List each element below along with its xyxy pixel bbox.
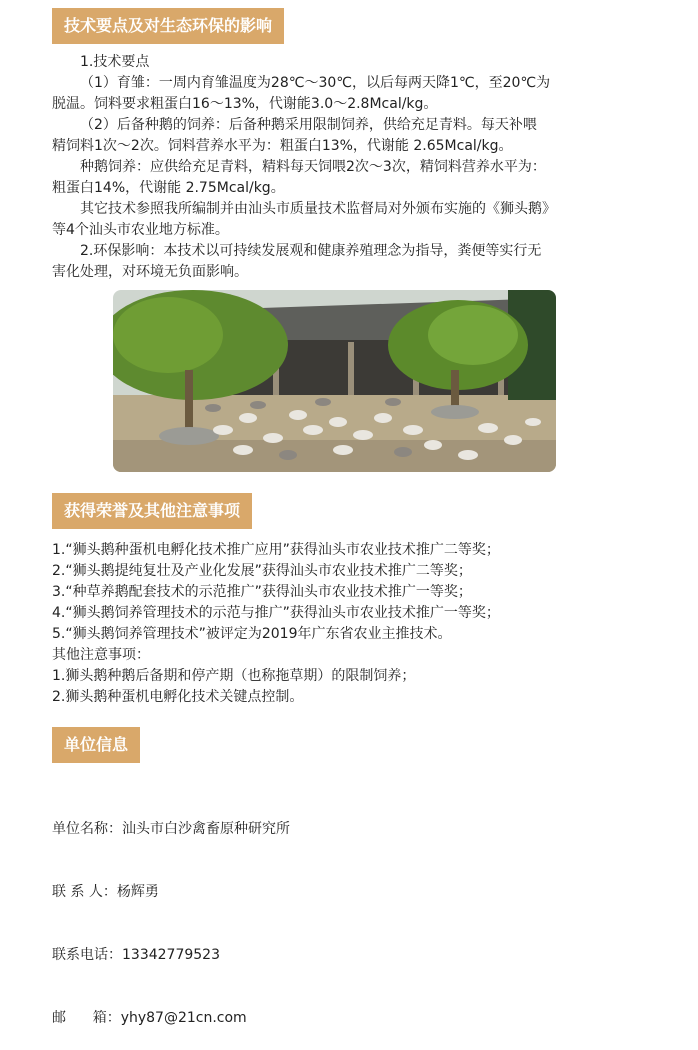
tech-para: 精饲料1次～2次。饲料营养水平为：粗蛋白13%，代谢能 2.65Mcal/kg。: [52, 138, 513, 154]
section-title: 单位信息: [64, 735, 129, 754]
goose-farm-photo: [113, 290, 556, 472]
section-header-honors: [52, 493, 252, 529]
tech-para: （2）后备种鹅的饲养：后备种鹅采用限制饲养，供给充足青料。每天补喂: [80, 117, 537, 133]
section-header-unit: [52, 727, 140, 763]
list-item: 1.“狮头鹅种蛋机电孵化技术推广应用”获得汕头市农业技术推广二等奖；: [52, 542, 500, 558]
other-notes-title: 其他注意事项：: [52, 647, 150, 663]
list-item: 4.“狮头鹅饲养管理技术的示范与推广”获得汕头市农业技术推广一等奖；: [52, 605, 500, 621]
contact-phone: 联系电话：13342779523: [52, 947, 220, 963]
contact-person: 联 系 人：杨辉勇: [52, 884, 159, 900]
tech-heading: 1.技术要点: [80, 54, 150, 70]
section-title: 技术要点及对生态环保的影响: [64, 16, 273, 35]
list-item: 5.“狮头鹅饲养管理技术”被评定为2019年广东省农业主推技术。: [52, 626, 452, 642]
section-title: 获得荣誉及其他注意事项: [64, 501, 241, 520]
tech-para: 粗蛋白14%，代谢能 2.75Mcal/kg。: [52, 180, 285, 196]
list-item: 2.“狮头鹅提纯复壮及产业化发展”获得汕头市农业技术推广二等奖；: [52, 563, 472, 579]
tech-para: 脱温。饲料要求粗蛋白16～13%，代谢能3.0～2.8Mcal/kg。: [52, 96, 438, 112]
contact-email: 邮 箱：yhy87@21cn.com: [52, 1010, 247, 1026]
section-header-tech: [52, 8, 284, 44]
tech-para: 等4个汕头市农业地方标准。: [52, 222, 229, 238]
tech-content: [52, 52, 652, 283]
tech-para: 2.环保影响：本技术以可持续发展观和健康养殖理念为指导，粪便等实行无: [80, 243, 542, 259]
list-item: 1.狮头鹅种鹅后备期和停产期（也称拖草期）的限制饲养；: [52, 668, 416, 684]
list-item: 2.狮头鹅种蛋机电孵化技术关键点控制。: [52, 689, 304, 705]
tech-para: （1）育雏：一周内育雏温度为28℃～30℃，以后每两天降1℃，至20℃为: [80, 75, 551, 91]
unit-info: [52, 777, 672, 1050]
honors-list: [52, 540, 672, 708]
tech-para: 种鹅饲养：应供给充足青料，精料每天饲喂2次～3次，精饲料营养水平为：: [80, 159, 546, 175]
tech-para: 其它技术参照我所编制并由汕头市质量技术监督局对外颁布实施的《狮头鹅》: [80, 201, 556, 217]
list-item: 3.“种草养鹅配套技术的示范推广”获得汕头市农业技术推广一等奖；: [52, 584, 472, 600]
unit-name: 单位名称：汕头市白沙禽畜原种研究所: [52, 821, 290, 837]
tech-para: 害化处理，对环境无负面影响。: [52, 264, 248, 280]
